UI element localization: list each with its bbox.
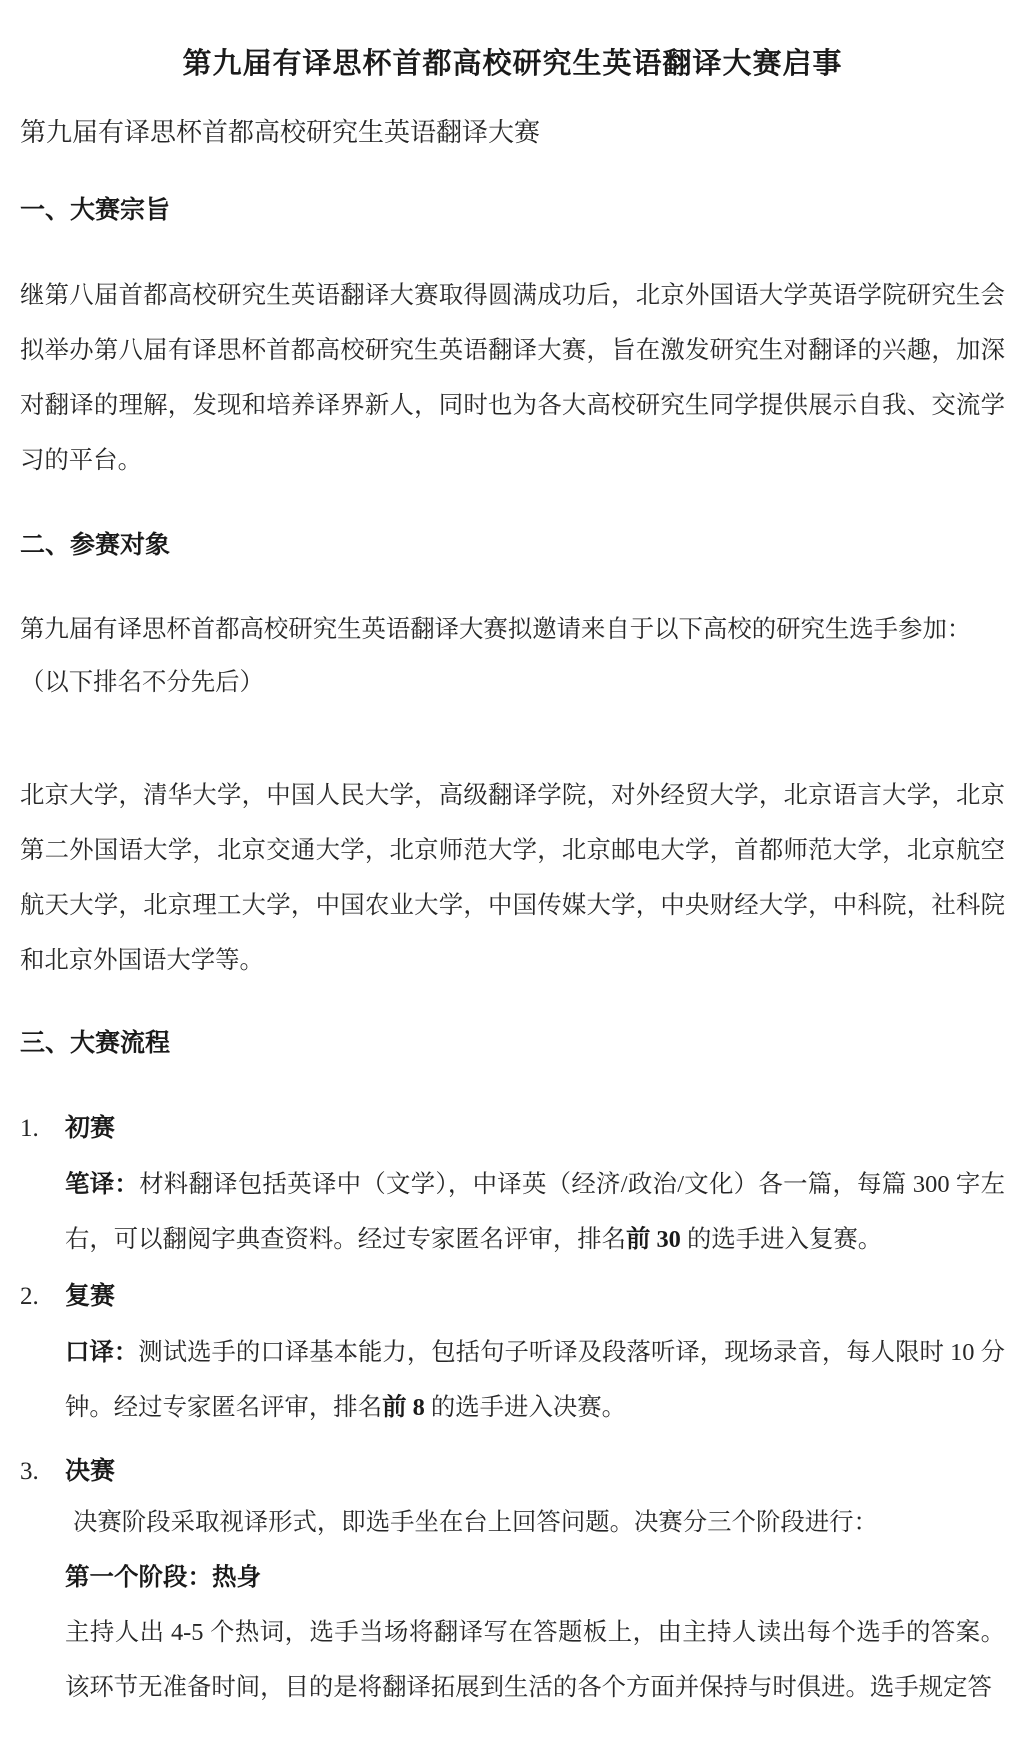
list-item-3-label: 决赛 bbox=[65, 1457, 116, 1485]
list-item-1-text-post: 的选手进入复赛。 bbox=[680, 1226, 883, 1253]
purpose-paragraph: 继第八届首都高校研究生英语翻译大赛取得圆满成功后，北京外国语大学英语学院研究生会拟举办第八届有译思杯首都高校研究生英语翻译大赛，旨在激发研究生对翻译的兴趣，加深对翻译的理解，发现和培养译界新人，同时也为各大高校研究生同学提供展示自我、交流学习的平台。 bbox=[20, 282, 1005, 474]
document-title: 第九届有译思杯首都高校研究生英语翻译大赛启事 bbox=[182, 48, 843, 80]
list-item-2-bold: 前 8 bbox=[382, 1394, 425, 1421]
section-heading-process: 三、大赛流程 bbox=[20, 1029, 171, 1057]
participants-note: （以下排名不分先后） bbox=[20, 669, 264, 696]
list-item-2-heading bbox=[20, 1278, 1005, 1315]
document-subtitle: 第九届有译思杯首都高校研究生英语翻译大赛 bbox=[20, 118, 541, 147]
list-item-3-number: 3. bbox=[20, 1458, 39, 1485]
list-item-2-lead: 口译： bbox=[65, 1339, 139, 1366]
list-item-1-text-pre: 材料翻译包括英译中（文学），中译英（经济/政治/文化）各一篇，每篇 300 字左右，可以翻阅字典查资料。经过专家匿名评审，排名 bbox=[65, 1171, 1005, 1253]
list-item-1-bold: 前 30 bbox=[626, 1226, 681, 1253]
list-item-2-number: 2. bbox=[20, 1283, 39, 1310]
participants-intro: 第九届有译思杯首都高校研究生英语翻译大赛拟邀请来自于以下高校的研究生选手参加： bbox=[20, 616, 972, 643]
list-item-2-label: 复赛 bbox=[65, 1282, 116, 1310]
list-item-1-heading bbox=[20, 1110, 1005, 1147]
final-round-description: 决赛阶段采取视译形式，即选手坐在台上回答问题。决赛分三个阶段进行： bbox=[73, 1509, 878, 1536]
section-heading-purpose: 一、大赛宗旨 bbox=[20, 196, 171, 224]
list-item-1-number: 1. bbox=[20, 1115, 39, 1142]
list-item-2-text-pre: 测试选手的口译基本能力，包括句子听译及段落听译，现场录音，每人限时 10 分钟。经过专家匿名评审，排名 bbox=[65, 1339, 1005, 1421]
list-item-1-label: 初赛 bbox=[65, 1114, 116, 1142]
stage-one-body: 主持人出 4-5 个热词，选手当场将翻译写在答题板上，由主持人读出每个选手的答案。该环节无准备时间，目的是将翻译拓展到生活的各个方面并保持与时俱进。选手规定答 bbox=[65, 1619, 1005, 1701]
list-item-2-body bbox=[65, 1325, 1005, 1435]
list-item-2-text-post: 的选手进入决赛。 bbox=[424, 1394, 627, 1421]
section-heading-participants: 二、参赛对象 bbox=[20, 531, 171, 559]
stage-one-heading: 第一个阶段：热身 bbox=[65, 1564, 261, 1591]
list-item-1-body bbox=[65, 1157, 1005, 1267]
universities-paragraph: 北京大学，清华大学，中国人民大学，高级翻译学院，对外经贸大学，北京语言大学，北京第二外国语大学，北京交通大学，北京师范大学，北京邮电大学，首都师范大学，北京航空航天大学，北京理工大学，中国农业大学，中国传媒大学，中央财经大学，中科院，社科院和北京外国语大学等。 bbox=[20, 782, 1005, 974]
list-item-1-lead: 笔译： bbox=[65, 1171, 140, 1198]
list-item-3-heading bbox=[20, 1453, 1005, 1490]
